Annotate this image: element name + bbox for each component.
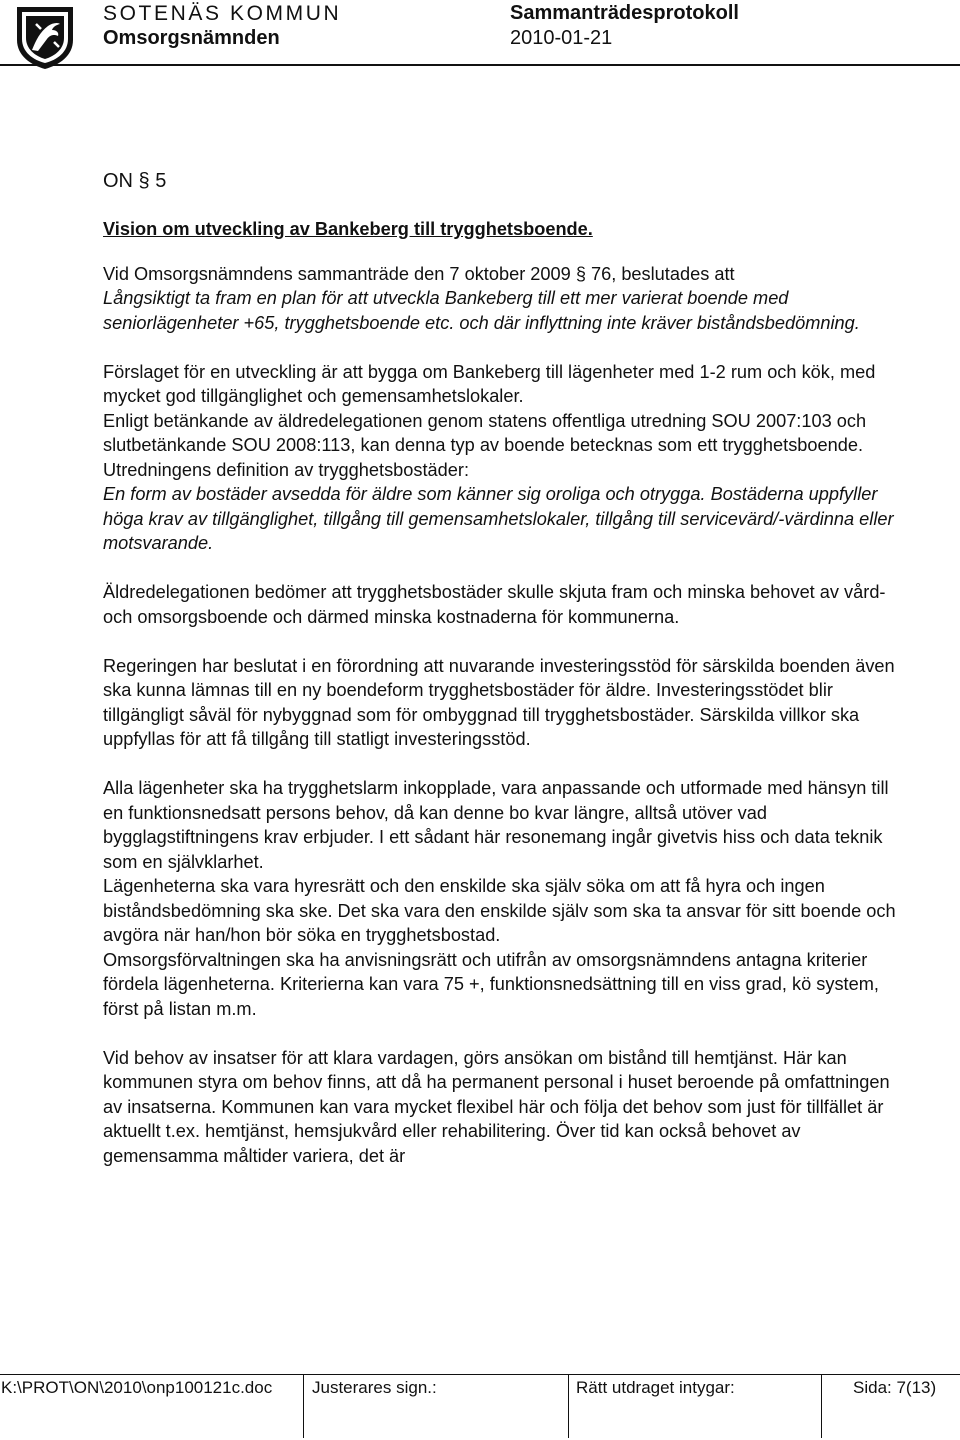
paragraph-sou-report: Enligt betänkande av äldredelegationen genom statens offentliga utredning SOU 2007:103 och slutbetänkande SOU 2008:113, kan denna typ av boende betecknas som ett trygghetsboende. <box>103 410 867 455</box>
footer-extract-certificate: Rätt utdraget intygar: <box>576 1378 735 1397</box>
meeting-date: 2010-01-21 <box>510 27 613 49</box>
paragraph-delegation-assessment: Äldredelegationen bedömer att trygghetsbostäder skulle skjuta fram och minska behovet av vård- och omsorgsboende och därmed minska kostnaderna för kommunerna. <box>103 582 886 627</box>
document-body <box>103 168 903 1168</box>
footer-divider <box>303 1374 304 1438</box>
page-footer <box>0 1374 960 1438</box>
paragraph-proposal: Förslaget för en utveckling är att bygga om Bankeberg till lägenheter med 1-2 rum och kök, med mycket god tillgänglighet och gemensamhetslokaler. <box>103 361 876 406</box>
organization-name: SOTENÄS KOMMUN <box>103 2 342 25</box>
definition-intro: Utredningens definition av trygghetsbostäder: <box>103 459 469 480</box>
footer-divider <box>568 1374 569 1438</box>
coat-of-arms-logo <box>14 4 76 70</box>
paragraph-allocation: Omsorgsförvaltningen ska ha anvisningsrätt och utifrån av omsorgsnämndens antagna kriterier fördela lägenheterna. Kriterierna kan vara 75 +, funktionsnedsättning till en viss grad, kö system, först på listan m.m. <box>103 949 879 1019</box>
footer-page-number: Sida: 7(13) <box>853 1378 937 1397</box>
document-type: Sammanträdesprotokoll <box>510 2 739 24</box>
section-number: ON § 5 <box>103 170 167 192</box>
decision-quote: Långsiktigt ta fram en plan för att utveckla Bankeberg till ett mer varierat boende med seniorlägenheter +65, trygghetsboende etc. och där inflyttning inte kräver biståndsbedömning. <box>103 288 860 333</box>
header-divider <box>0 64 960 66</box>
paragraph-tenancy: Lägenheterna ska vara hyresrätt och den enskilde ska själv söka om att få hyra och ingen biståndsbedömning ska ske. Det ska vara den enskilde själv som ska ta ansvar för sitt boende och avgöra när han/hon bör söka en trygghetsbostad. <box>103 876 896 945</box>
definition-quote: En form av bostäder avsedda för äldre som känner sig oroliga och otrygga. Bostäderna uppfyller höga krav av tillgänglighet, tillgång till gemensamhetslokaler, tillgång till servicevärd/-värdinna eller motsvarande. <box>103 484 894 553</box>
footer-adjuster-signature: Justerares sign.: <box>312 1378 437 1397</box>
decision-intro: Vid Omsorgsnämndens sammanträde den 7 oktober 2009 § 76, beslutades att <box>103 263 735 284</box>
paragraph-definition <box>103 458 903 556</box>
footer-divider <box>821 1374 822 1438</box>
paragraph-home-care: Vid behov av insatser för att klara vardagen, görs ansökan om bistånd till hemtjänst. Här kan kommunen styra om behov finns, att då ha permanent personal i huset beroende på omfattningen av insatserna. Kommunen kan vara mycket flexibel här och följa det behov som just för tillfället är aktuellt t.ex. hemtjänst, hemsjukvård eller rehabilitering. Över tid kan också behovet av gemensamma måltider variera, det är <box>103 1047 890 1166</box>
committee-name: Omsorgsnämnden <box>103 27 280 49</box>
paragraph-alarm-requirements: Alla lägenheter ska ha trygghetslarm inkopplade, vara anpassande och utformade med hänsyn till en funktionsnedsatt persons behov, då kan denne bo kvar längre, alltså utöver vad bygglagstiftningens krav erbjuder. I ett sådant här resonemang ingår givetvis hiss och data teknik som en självklarhet. <box>103 778 889 872</box>
footer-file-path: K:\PROT\ON\2010\onp100121c.doc <box>1 1378 273 1397</box>
item-title: Vision om utveckling av Bankeberg till trygghetsboende. <box>103 219 593 239</box>
paragraph-decision-reference <box>103 262 903 336</box>
paragraph-government-funding: Regeringen har beslutat i en förordning att nuvarande investeringsstöd för särskilda boenden även ska kunna lämnas till en ny boendeform trygghetsbostäder för äldre. Investeringsstödet blir tillgängligt såväl för nybyggnad som för ombyggnad till trygghetsbostäder. Särskilda villkor ska uppfyllas för att få tillgång till statligt investeringsstöd. <box>103 655 895 749</box>
